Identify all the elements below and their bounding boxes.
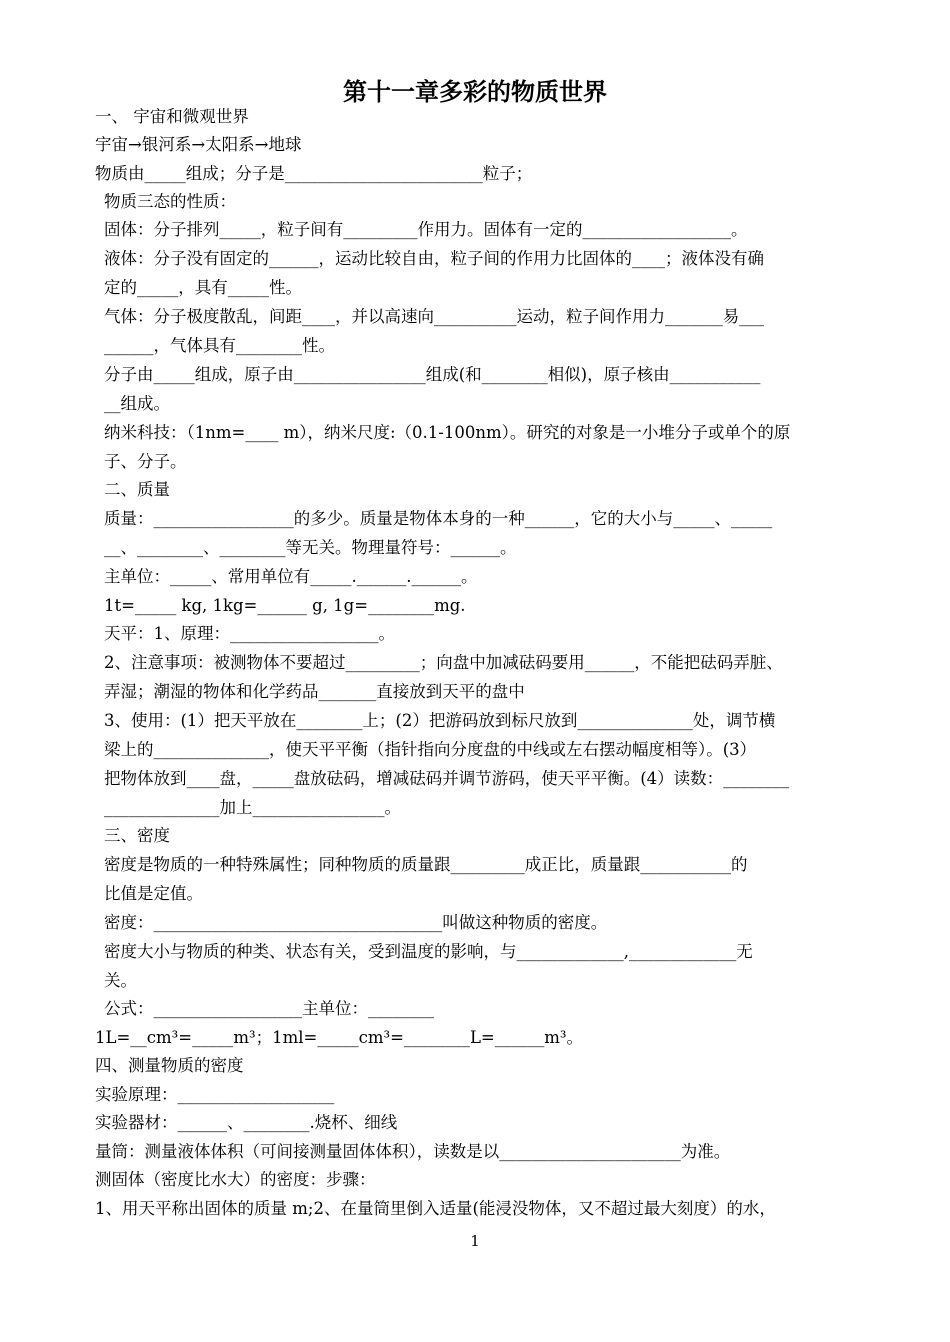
text-line: 子、分子。 bbox=[104, 452, 187, 471]
text-line: 定的_____，具有_____性。 bbox=[104, 278, 302, 297]
text-line: 固体：分子排列_____，粒子间有_________作用力。固体有一定的__________________。 bbox=[104, 220, 748, 239]
text-line: ______，气体具有________性。 bbox=[104, 336, 335, 355]
text-line: 密度大小与物质的种类、状态有关，受到温度的影响，与_____________,_____________无 bbox=[104, 942, 753, 961]
text-line: 分子由_____组成，原子由________________组成(和________相似)，原子核由___________ bbox=[104, 365, 761, 384]
text-line: 纳米科技：（1nm=____ m），纳米尺度:（0.1-100nm）。研究的对象是一小堆分子或单个的原 bbox=[104, 423, 791, 442]
text-line: 2、注意事项：被测物体不要超过_________；向盘中加减砝码要用______，不能把砝码弄脏、 bbox=[104, 653, 783, 672]
text-line: __、________、________等无关。物理量符号：______。 bbox=[104, 538, 517, 557]
text-line: 物质由_____组成；分子是________________________粒子； bbox=[95, 164, 533, 183]
text-line: 3、使用：(1）把天平放在________上；(2）把游码放到标尺放到______________处，调节横 bbox=[104, 711, 776, 730]
section-heading-4: 四、测量物质的密度 bbox=[95, 1056, 244, 1075]
section-heading-1: 一、 宇宙和微观世界 bbox=[95, 107, 249, 126]
text-line: 主单位：_____、常用单位有_____.______.______。 bbox=[104, 567, 478, 586]
page-number: 1 bbox=[470, 1232, 480, 1250]
text-line: 密度：___________________________________叫做这种物质的密度。 bbox=[104, 913, 608, 932]
section-heading-2: 二、质量 bbox=[104, 480, 170, 499]
text-line: 天平：1、原理：__________________。 bbox=[104, 624, 395, 643]
text-line: 液体：分子没有固定的______，运动比较自由，粒子间的作用力比固体的____；液体没有确 bbox=[104, 249, 764, 268]
page-title: 第十一章多彩的物质世界 bbox=[343, 78, 607, 106]
text-line: ______________加上________________。 bbox=[104, 798, 401, 817]
text-line: 梁上的______________，使天平平衡（指针指向分度盘的中线或左右摆动幅度相等）。(3） bbox=[104, 740, 757, 759]
text-line: 实验器材：______、________.烧杯、细线 bbox=[95, 1113, 398, 1132]
text-line: 弄湿；潮湿的物体和化学药品_______直接放到天平的盘中 bbox=[104, 682, 525, 701]
text-line: 物质三态的性质： bbox=[104, 192, 236, 211]
text-line: 1、用天平称出固体的质量 m;2、在量筒里倒入适量(能浸没物体，又不超过最大刻度）的水， bbox=[95, 1199, 776, 1218]
text-line: 测固体（密度比水大）的密度：步骤： bbox=[95, 1170, 376, 1189]
text-line: 比值是定值。 bbox=[104, 884, 203, 903]
text-line: 质量：_________________的多少。质量是物体本身的一种______，它的大小与_____、_____ bbox=[104, 509, 773, 528]
section-heading-3: 三、密度 bbox=[104, 826, 170, 845]
text-line: __组成。 bbox=[104, 394, 170, 413]
text-line: 关。 bbox=[104, 971, 137, 990]
text-line: 把物体放到____盘，_____盘放砝码，增减砝码并调节游码，使天平平衡。(4）读数：________ bbox=[104, 769, 790, 788]
text-line: 密度是物质的一种特殊属性；同种物质的质量跟_________成正比，质量跟___________的 bbox=[104, 855, 748, 874]
text-line: 1L=__cm³=_____m³；1ml=_____cm³=________L=______m³。 bbox=[95, 1028, 583, 1047]
text-line: 气体：分子极度散乱，间距____，并以高速向__________运动，粒子间作用力_______易___ bbox=[104, 307, 764, 326]
text-line: 量筒：测量液体体积（可间接测量固体体积），读数是以______________________为准。 bbox=[95, 1142, 731, 1161]
text-line: 公式：__________________主单位：________ bbox=[104, 999, 434, 1018]
text-line: 宇宙→银河系→太阳系→地球 bbox=[95, 135, 302, 154]
text-line: 1t=_____ kg, 1kg=______ g, 1g=________mg. bbox=[104, 596, 466, 615]
text-line: 实验原理：___________________ bbox=[95, 1085, 335, 1104]
